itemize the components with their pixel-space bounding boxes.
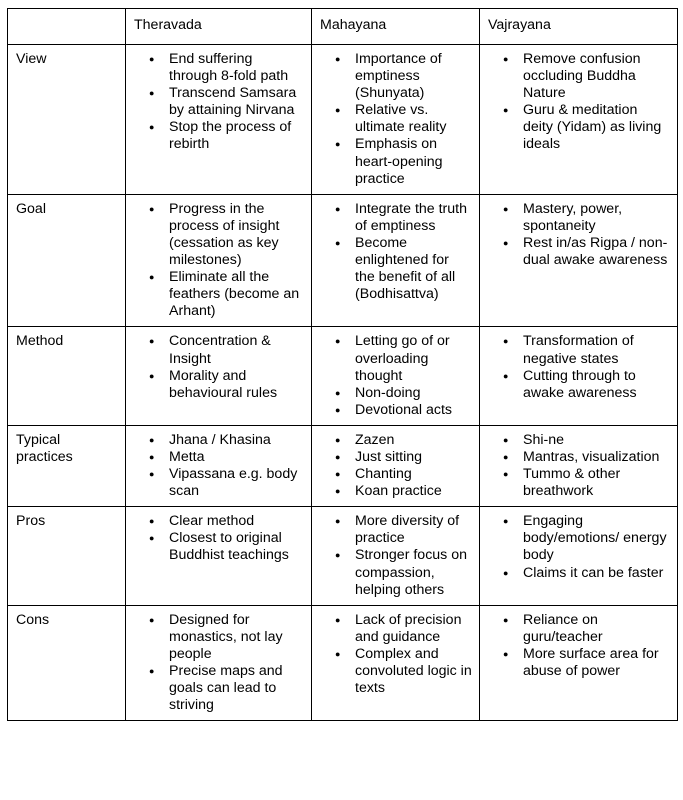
list-item: ● Stop the process of rebirth [169,119,304,153]
list-item: ● Importance of emptiness (Shunyata) [355,51,472,102]
bullet-list [488,432,670,500]
header-row [8,9,678,45]
list-item: ● Guru & meditation deity (Yidam) as living ideals [523,102,670,153]
cell-pros-theravada [126,507,312,605]
table-row-view [8,45,678,195]
row-label-goal: Goal [8,194,126,327]
cell-cons-vajrayana [480,605,678,721]
list-item: ● Mantras, visualization [523,449,670,466]
list-item: ● Emphasis on heart-opening practice [355,136,472,187]
list-item: ● Integrate the truth of emptiness [355,201,472,235]
list-item: ● Tummo & other breathwork [523,466,670,500]
header-theravada: Theravada [126,9,312,45]
cell-cons-mahayana [312,605,480,721]
bullet-list [488,201,670,269]
bullet-list [134,201,304,321]
list-item: ● Chanting [355,466,472,483]
comparison-table-container [7,8,678,721]
cell-cons-theravada [126,605,312,721]
bullet-list [134,513,304,564]
cell-practices-vajrayana [480,425,678,506]
bullet-list [488,333,670,401]
list-item: ● Cutting through to awake awareness [523,368,670,402]
list-item: ● More surface area for abuse of power [523,646,670,680]
cell-method-vajrayana [480,327,678,425]
list-item: ● Designed for monastics, not lay people [169,612,304,663]
table-row-typical-practices [8,425,678,506]
list-item: ● Koan practice [355,483,472,500]
list-item: ● Transformation of negative states [523,333,670,367]
cell-method-mahayana [312,327,480,425]
list-item: ● Precise maps and goals can lead to striving [169,663,304,714]
list-item: ● Reliance on guru/teacher [523,612,670,646]
list-item: ● Letting go of or overloading thought [355,333,472,384]
list-item: ● Rest in/as Rigpa / non-dual awake awareness [523,235,670,269]
bullet-list [320,333,472,418]
row-label-typical-practices: Typical practices [8,425,126,506]
list-item: ● Claims it can be faster [523,565,670,582]
list-item: ● Mastery, power, spontaneity [523,201,670,235]
cell-practices-theravada [126,425,312,506]
cell-goal-vajrayana [480,194,678,327]
list-item: ● Metta [169,449,304,466]
bullet-list [488,51,670,154]
cell-goal-mahayana [312,194,480,327]
list-item: ● Morality and behavioural rules [169,368,304,402]
list-item: ● Engaging body/emotions/ energy body [523,513,670,564]
cell-pros-mahayana [312,507,480,605]
bullet-list [320,51,472,188]
list-item: ● Progress in the process of insight (cessation as key milestones) [169,201,304,269]
list-item: ● Relative vs. ultimate reality [355,102,472,136]
cell-goal-theravada [126,194,312,327]
table-row-pros [8,507,678,605]
cell-view-theravada [126,45,312,195]
cell-view-mahayana [312,45,480,195]
header-corner-cell [8,9,126,45]
list-item: ● Stronger focus on compassion, helping others [355,547,472,598]
list-item: ● Closest to original Buddhist teachings [169,530,304,564]
list-item: ● Jhana / Khasina [169,432,304,449]
list-item: ● Vipassana e.g. body scan [169,466,304,500]
table-row-cons [8,605,678,721]
list-item: ● Just sitting [355,449,472,466]
list-item: ● Shi-ne [523,432,670,449]
table-row-method [8,327,678,425]
buddhist-traditions-comparison-table [7,8,678,721]
row-label-cons: Cons [8,605,126,721]
cell-method-theravada [126,327,312,425]
bullet-list [320,201,472,304]
list-item: ● Zazen [355,432,472,449]
table-body [8,45,678,721]
list-item: ● More diversity of practice [355,513,472,547]
bullet-list [134,612,304,715]
list-item: ● Remove confusion occluding Buddha Nature [523,51,670,102]
bullet-list [134,333,304,401]
header-vajrayana: Vajrayana [480,9,678,45]
bullet-list [320,432,472,500]
list-item: ● Clear method [169,513,304,530]
cell-practices-mahayana [312,425,480,506]
list-item: ● Become enlightened for the benefit of all (Bodhisattva) [355,235,472,303]
bullet-list [488,612,670,680]
bullet-list [488,513,670,581]
list-item: ● Concentration & Insight [169,333,304,367]
cell-pros-vajrayana [480,507,678,605]
list-item: ● Non-doing [355,385,472,402]
row-label-method: Method [8,327,126,425]
bullet-list [320,612,472,697]
cell-view-vajrayana [480,45,678,195]
row-label-view: View [8,45,126,195]
bullet-list [134,432,304,500]
list-item: ● End suffering through 8-fold path [169,51,304,85]
list-item: ● Lack of precision and guidance [355,612,472,646]
bullet-list [320,513,472,598]
list-item: ● Devotional acts [355,402,472,419]
header-mahayana: Mahayana [312,9,480,45]
list-item: ● Eliminate all the feathers (become an Arhant) [169,269,304,320]
row-label-pros: Pros [8,507,126,605]
list-item: ● Complex and convoluted logic in texts [355,646,472,697]
bullet-list [134,51,304,154]
list-item: ● Transcend Samsara by attaining Nirvana [169,85,304,119]
table-row-goal [8,194,678,327]
